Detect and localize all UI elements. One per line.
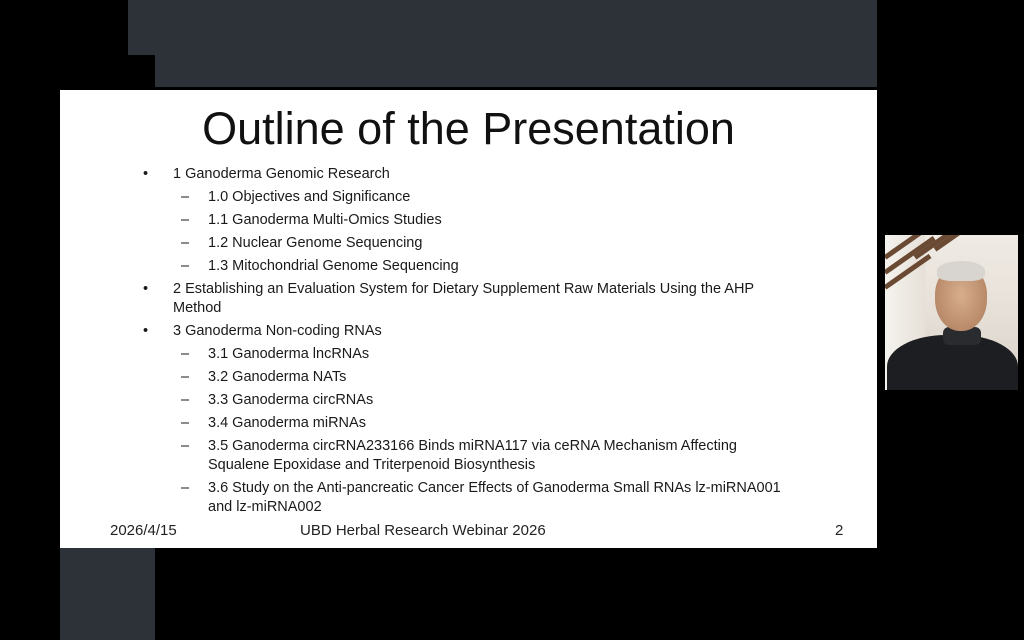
dash-marker: – (181, 369, 190, 385)
dash-marker: – (181, 480, 190, 496)
outline-subitem (173, 188, 785, 207)
top-black-notch-lower (60, 55, 155, 87)
outline-subitem (173, 234, 785, 253)
slide-page-number: 2 (835, 522, 844, 539)
speaker-hair (937, 261, 985, 281)
dash-marker: – (181, 346, 190, 362)
outline-subitem-text: 3.2 Ganoderma NATs (208, 369, 347, 385)
presentation-slide (60, 90, 877, 548)
top-dark-panel (60, 0, 877, 87)
outline-subitem (173, 414, 785, 433)
bullet-marker: • (143, 281, 149, 297)
outline-subitem-text: 1.2 Nuclear Genome Sequencing (208, 235, 423, 251)
dash-marker: – (181, 212, 190, 228)
outline-subitem-text: 1.1 Ganoderma Multi-Omics Studies (208, 212, 442, 228)
top-black-notch (60, 0, 128, 55)
outline-subitem (173, 391, 785, 410)
speaker-webcam-video (885, 235, 1018, 390)
outline-subitem-text: 3.5 Ganoderma circRNA233166 Binds miRNA117 via ceRNA Mechanism Affecting Squalene Epoxidase and Triterpenoid Biosynthesis (208, 438, 737, 473)
outline-sublist-3 (173, 345, 785, 517)
outline-subitem (173, 368, 785, 387)
outline-subitem-text: 1.0 Objectives and Significance (208, 189, 411, 205)
outline-subitem-text: 3.1 Ganoderma lncRNAs (208, 346, 370, 362)
outline-item-1 (135, 165, 785, 276)
outline-item-text: 3 Ganoderma Non-coding RNAs (173, 323, 382, 339)
dash-marker: – (181, 258, 190, 274)
outline-subitem (173, 345, 785, 364)
bottom-dark-panel (60, 548, 155, 640)
outline-item-3 (135, 322, 785, 517)
outline-subitem (173, 479, 785, 517)
outline-subitem (173, 437, 785, 475)
dash-marker: – (181, 415, 190, 431)
dash-marker: – (181, 438, 190, 454)
slide-footer-date: 2026/4/15 (110, 522, 177, 539)
bullet-marker: • (143, 323, 149, 339)
dash-marker: – (181, 189, 190, 205)
dash-marker: – (181, 235, 190, 251)
outline-subitem-text: 3.3 Ganoderma circRNAs (208, 392, 374, 408)
slide-title: Outline of the Presentation (202, 103, 735, 154)
outline-subitem-text: 1.3 Mitochondrial Genome Sequencing (208, 258, 459, 274)
slide-footer-title: UBD Herbal Research Webinar 2026 (300, 522, 546, 539)
outline-subitem-text: 3.6 Study on the Anti-pancreatic Cancer Effects of Ganoderma Small RNAs lz-miRNA001 and lz-miRNA002 (208, 480, 781, 515)
outline-item-2 (135, 280, 785, 318)
outline-sublist-1 (173, 188, 785, 276)
dash-marker: – (181, 392, 190, 408)
bullet-marker: • (143, 166, 149, 182)
outline-item-text: 2 Establishing an Evaluation System for Dietary Supplement Raw Materials Using the AHP Method (173, 281, 754, 316)
outline-subitem (173, 257, 785, 276)
outline-item-text: 1 Ganoderma Genomic Research (173, 166, 390, 182)
outline-subitem (173, 211, 785, 230)
outline-subitem-text: 3.4 Ganoderma miRNAs (208, 415, 366, 431)
outline-list (135, 165, 785, 521)
